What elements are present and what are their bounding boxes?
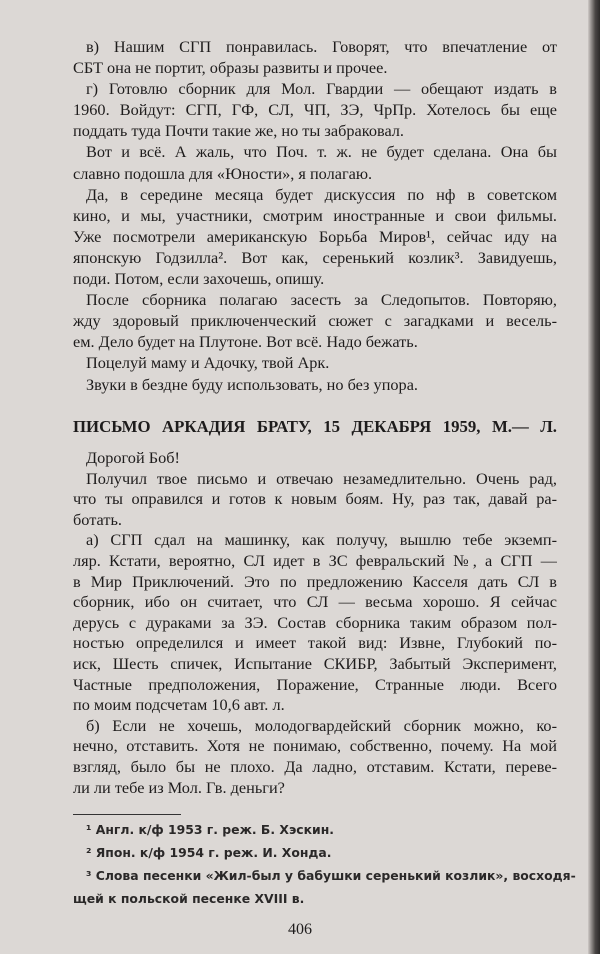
text-line: иск, Шесть спичек, Испытание СКИБР, Забытый Эксперимент, [73, 653, 557, 673]
text-line: нечно, отставить. Хотя не понимаю, собственно, почему. На мой [73, 736, 557, 756]
paragraph [73, 352, 557, 373]
page-number: 406 [288, 921, 312, 938]
text-line: по моим подсчетам 10,6 авт. л. [73, 695, 285, 715]
text-line: СБТ она не портит, образы развиты и прочее. [73, 58, 388, 78]
text-line: что ты оправился и готов к новым боям. Ну, раз так, давай ра- [73, 489, 557, 509]
text-line: Поцелуй маму и Адочку, твой Арк. [86, 353, 330, 373]
paragraph [73, 78, 557, 141]
text-line: поди. Потом, если захочешь, опишу. [73, 269, 325, 289]
paragraph [73, 184, 557, 289]
text-line: японскую Годзилла². Вот как, серенький козлик³. Завидуешь, [73, 247, 557, 267]
paragraph [73, 141, 557, 183]
letter-body [73, 448, 557, 798]
paragraph [73, 530, 557, 715]
paragraph [73, 469, 557, 531]
text-line: Частные предположения, Поражение, Странные люди. Всего [73, 674, 557, 694]
text-line: Да, в середине месяца будет дискуссия по нф в советском [86, 184, 557, 204]
text-line: жду здоровый приключенческий сюжет с загадками и весель- [73, 311, 557, 331]
footnote-3: ³ Слова песенки «Жил-был у бабушки серенький козлик», восходя- [86, 868, 576, 883]
letter-continuation [73, 36, 557, 395]
text-line: в Мир Приключений. Это по предложению Касселя дать СЛ в [73, 571, 557, 591]
text-line: поддать туда Почти такие же, но ты забраковал. [73, 121, 405, 141]
book-spine-shadow [588, 0, 600, 954]
text-line: б) Если не хочешь, молодогвардейский сборник можно, ко- [86, 715, 557, 735]
text-line: в) Нашим СГП понравилась. Говорят, что впечатление от [86, 37, 557, 56]
footnote-2: ² Япон. к/ф 1954 г. реж. И. Хонда. [86, 845, 332, 860]
text-line: Вот и всё. А жаль, что Поч. т. ж. не будет сделана. Она бы [86, 142, 557, 162]
paragraph [73, 374, 557, 395]
text-line: ем. Дело будет на Плутоне. Вот всё. Надо бежать. [73, 332, 418, 352]
text-line: 1960. Войдут: СГП, ГФ, СЛ, ЧП, ЗЭ, ЧрПр. Хотелось бы еще [73, 100, 557, 120]
footnote-3-continued: щей к польской песенке XVIII в. [73, 891, 305, 906]
text-line: кино, и мы, участники, смотрим иностранные и свои фильмы. [73, 205, 557, 225]
text-line: Уже посмотрели американскую Борьба Миров¹, сейчас иду на [73, 226, 557, 246]
section-heading: ПИСЬМО АРКАДИЯ БРАТУ, 15 ДЕКАБРЯ 1959, М.— Л. [73, 417, 557, 436]
footnote-1: ¹ Англ. к/ф 1953 г. реж. Б. Хэскин. [86, 822, 334, 837]
text-line: Получил твое письмо и отвечаю незамедлительно. Очень рад, [86, 468, 557, 488]
paragraph [73, 716, 557, 798]
text-line: После сборника полагаю засесть за Следопытов. Повторяю, [86, 290, 557, 310]
paragraph [73, 36, 557, 78]
text-line: Дорогой Боб! [86, 448, 180, 467]
text-line: ляр. Кстати, вероятно, СЛ идет в ЗС февральский №, а СГП — [73, 550, 557, 570]
text-line: взгляд, было бы не плохо. Да ладно, отставим. Кстати, переве- [73, 756, 557, 776]
paragraph [73, 289, 557, 352]
text-line: ли ли тебе из Мол. Гв. деньги? [73, 777, 285, 797]
text-line: а) СГП сдал на машинку, как получу, вышлю тебе экземп- [86, 530, 557, 550]
text-line: ностью определился и имеет такой вид: Извне, Глубокий по- [73, 633, 557, 653]
text-line: дерусь с дураками за ЗЭ. Состав сборника таким образом пол- [73, 612, 557, 632]
text-line: Звуки в бездне буду использовать, но без упора. [86, 374, 418, 394]
paragraph [73, 448, 557, 469]
text-line: г) Готовлю сборник для Мол. Гвардии — обещают издать в [86, 79, 557, 99]
footnote-divider [73, 814, 181, 815]
text-line: сборник, ибо он считает, что СЛ — весьма хорошо. Я сейчас [73, 592, 557, 612]
text-line: славно подошла для «Юности», я полагаю. [73, 163, 373, 183]
text-line: ботать. [73, 509, 122, 529]
